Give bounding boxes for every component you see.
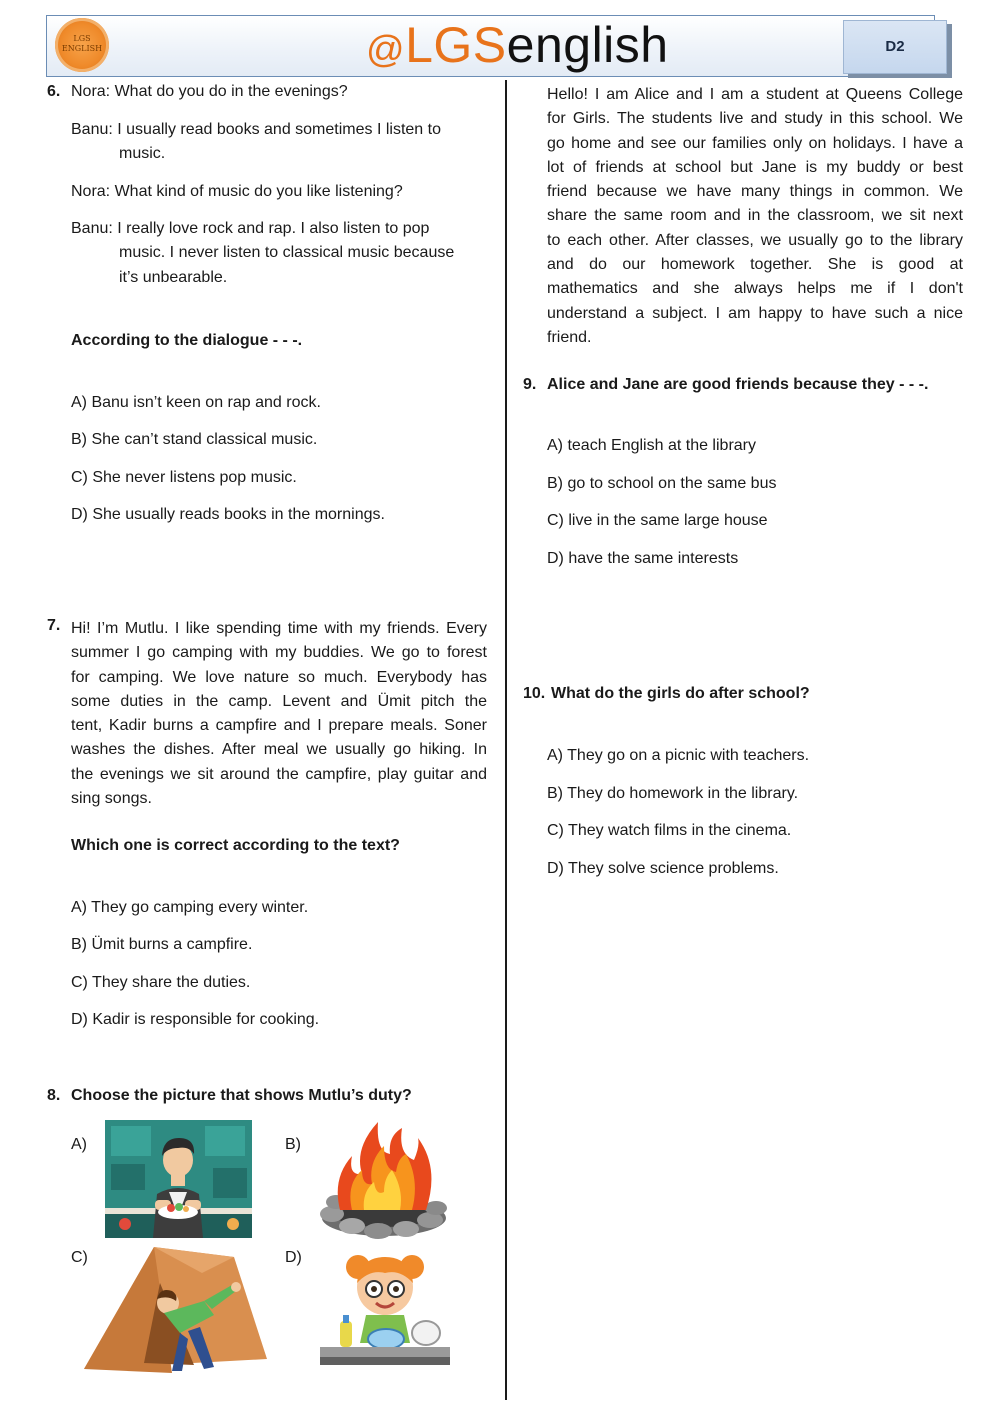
q6-line-banu-2c: it’s unbearable. [119, 269, 228, 286]
q7-option-d[interactable]: D) Kadir is responsible for cooking. [71, 1011, 320, 1028]
dialogue-text: I really love rock and rap. I also listen to pop [117, 220, 430, 237]
q7-option-b[interactable]: B) Ümit burns a campfire. [71, 936, 253, 953]
dialogue-text: What kind of music do you like listening? [114, 183, 403, 200]
campfire-illustration [318, 1118, 450, 1240]
dialogue-text: What do you do in the evenings? [114, 83, 348, 100]
picture-campfire[interactable] [318, 1118, 450, 1240]
brand-title [366, 12, 669, 78]
brand-lgs: LGS [405, 17, 507, 73]
q6-line-banu-2 [71, 220, 429, 238]
q9-number: 9. [523, 376, 537, 393]
q6-line-banu-1b: music. [119, 145, 166, 162]
passage-line: friend. [547, 328, 592, 346]
passage-line: and do our homework together. She is good at [547, 256, 963, 274]
q6-line-banu-1 [71, 121, 441, 139]
q10-question: What do the girls do after school? [551, 685, 810, 702]
speaker-label: Banu: [71, 121, 113, 138]
q7-text-line: summer I go camping with my buddies. We go to forest [71, 644, 487, 662]
q10-number: 10. [523, 685, 546, 702]
q7-text [71, 617, 487, 811]
passage-line: share the same room and in the classroom, we sit next [547, 207, 963, 225]
picture-cooking[interactable] [105, 1120, 252, 1238]
q6-option-c[interactable]: C) She never listens pop music. [71, 469, 297, 486]
q10-option-a[interactable]: A) They go on a picnic with teachers. [547, 747, 810, 764]
q6-option-d[interactable]: D) She usually reads books in the mornings. [71, 506, 385, 523]
passage-line: friend because we have many things in common. We [547, 183, 963, 201]
q7-number: 7. [47, 617, 61, 634]
q9-question: Alice and Jane are good friends because they - - -. [547, 376, 929, 393]
q6-line-nora-1 [71, 83, 348, 101]
q9-option-d[interactable]: D) have the same interests [547, 550, 739, 567]
passage-line: mathematics and she always helps me if I don't [547, 280, 963, 298]
passage-line: understand a subject. I am happy to have such a nice [547, 304, 963, 322]
q6-option-a[interactable]: A) Banu isn’t keen on rap and rock. [71, 394, 321, 411]
q6-line-banu-2b: music. I never listen to classical music because [119, 244, 455, 261]
passage-line: for Girls. The students live and study in this school. We [547, 110, 963, 128]
q6-line-nora-2 [71, 183, 403, 201]
q7-option-a[interactable]: A) They go camping every winter. [71, 899, 309, 916]
column-divider [505, 80, 507, 1400]
brand-english: english [506, 17, 669, 73]
passage-line: go home and see our families only on holidays. I have a [547, 134, 963, 152]
q10-option-c[interactable]: C) They watch films in the cinema. [547, 822, 792, 839]
q7-text-line: for camping. We love nature so much. Everybody has [71, 668, 487, 686]
dialogue-text: I usually read books and sometimes I listen to [117, 121, 441, 138]
q8-label-a[interactable]: A) [71, 1136, 87, 1153]
q7-text-line: Hi! I’m Mutlu. I like spending time with my friends. Every [71, 620, 487, 637]
worksheet-code: D2 [843, 20, 947, 74]
q10-option-d[interactable]: D) They solve science problems. [547, 860, 779, 877]
logo-text: LGS ENGLISH [61, 34, 103, 53]
tent-illustration [84, 1243, 269, 1383]
q9-option-c[interactable]: C) live in the same large house [547, 512, 768, 529]
passage-line: to each other. After classes, we usually go to the library [547, 231, 963, 249]
q7-question: Which one is correct according to the text? [71, 837, 400, 854]
cooking-illustration [105, 1120, 252, 1238]
q7-text-line: some duties in the camp. Levent and Ümit pitch the [71, 692, 487, 710]
q8-label-b[interactable]: B) [285, 1136, 301, 1153]
q7-option-c[interactable]: C) They share the duties. [71, 974, 251, 991]
q9-option-b[interactable]: B) go to school on the same bus [547, 475, 777, 492]
q8-number: 8. [47, 1087, 61, 1104]
q7-text-line: sing songs. [71, 790, 152, 808]
q7-text-line: the evenings we sit around the campfire, play guitar and [71, 765, 487, 783]
q8-label-d[interactable]: D) [285, 1249, 302, 1266]
q8-label-c[interactable]: C) [71, 1249, 88, 1266]
q8-question: Choose the picture that shows Mutlu’s duty? [71, 1087, 412, 1104]
q9-option-a[interactable]: A) teach English at the library [547, 437, 756, 454]
speaker-label: Banu: [71, 220, 113, 237]
q6-option-b[interactable]: B) She can’t stand classical music. [71, 431, 318, 448]
picture-tent[interactable] [84, 1243, 269, 1383]
q6-number: 6. [47, 83, 61, 100]
passage-line: Hello! I am Alice and I am a student at Queens College [547, 86, 963, 103]
passage-line: lot of friends at school but Jane is my buddy or best [547, 158, 963, 176]
brand-at: @ [366, 29, 406, 71]
q7-text-line: tent, Kadir burns a campfire and I prepare meals. Soner [71, 717, 487, 735]
picture-dishes[interactable] [320, 1243, 450, 1365]
q7-text-line: washes the dishes. After meal we usually go hiking. In [71, 741, 487, 759]
q6-question: According to the dialogue - - -. [71, 332, 303, 349]
q10-option-b[interactable]: B) They do homework in the library. [547, 785, 799, 802]
reading-passage [547, 83, 963, 350]
speaker-label: Nora: [71, 183, 111, 200]
dishes-illustration [320, 1243, 450, 1365]
speaker-label: Nora: [71, 83, 111, 100]
